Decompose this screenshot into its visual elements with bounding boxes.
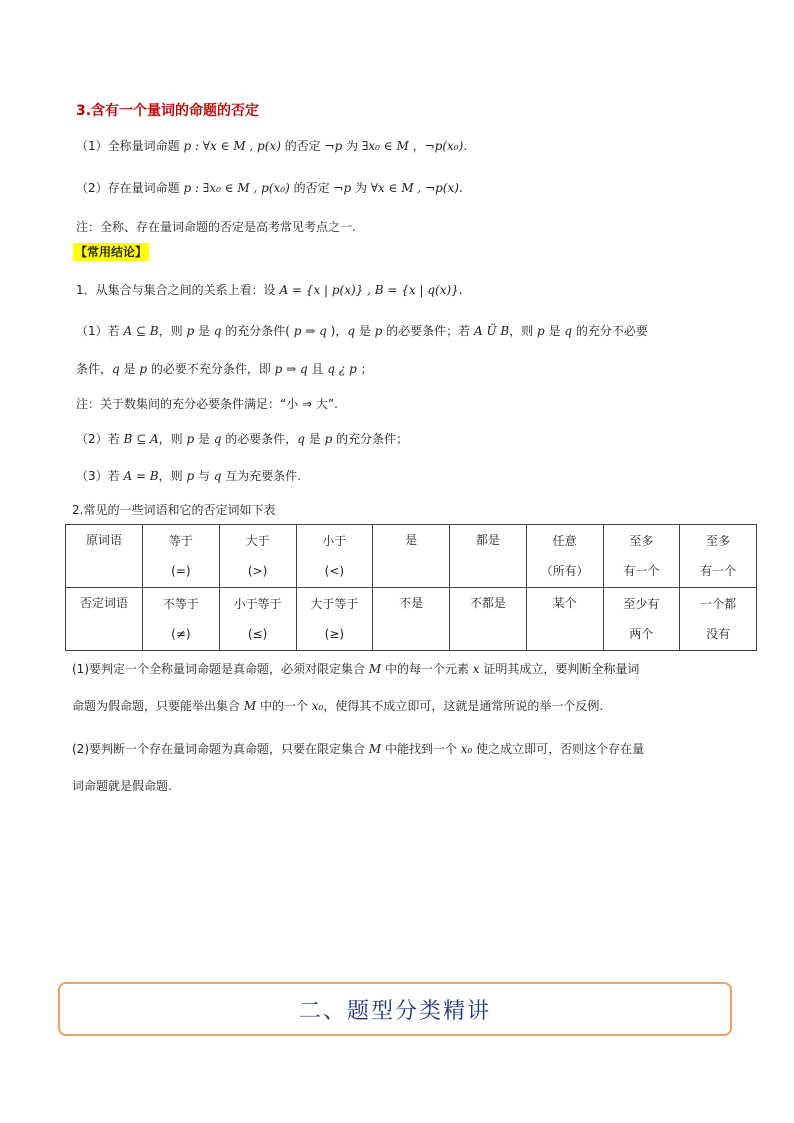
- table-row: [66, 588, 757, 651]
- cell-line: 不等于: [162, 597, 199, 611]
- item-text: .: [458, 181, 463, 195]
- math: p: [374, 324, 383, 338]
- cell-line: (=): [171, 564, 191, 578]
- text: 中能找到一个: [381, 742, 461, 756]
- math: ¬p(x₀): [424, 139, 464, 153]
- banner-title: 二、题型分类精讲: [298, 998, 491, 1024]
- text: （2）若: [76, 432, 124, 446]
- item-text: （2）存在量词命题: [76, 181, 184, 195]
- text: 的必要不充分条件，即: [147, 362, 275, 376]
- cell-text: 原词语: [85, 533, 122, 547]
- conclusion-3: [76, 468, 794, 484]
- text: (2)要判断一个存在量词命题为真命题，只要在限定集合: [72, 742, 369, 756]
- math: q ¿ p: [327, 362, 357, 376]
- text: 是: [304, 432, 325, 446]
- table-cell: [373, 525, 450, 588]
- item-text: （1）全称量词命题: [76, 139, 184, 153]
- math: q: [213, 324, 222, 338]
- note-line-2: 注：关于数集间的充分必要条件满足：“小 ⇒ 大”.: [76, 397, 338, 411]
- text: 是: [119, 362, 140, 376]
- table-cell: [450, 588, 527, 651]
- cell-line: 大于: [245, 534, 270, 548]
- note-universal-1: [72, 661, 794, 677]
- math: p ⇒ q: [293, 324, 327, 338]
- cell-line: 不都是: [469, 596, 506, 610]
- text: （1）若: [76, 324, 124, 338]
- universal-negation-item: [76, 138, 794, 154]
- text: 是: [194, 324, 214, 338]
- math: x₀: [311, 699, 324, 713]
- cell-line: 一个都: [700, 597, 737, 611]
- item-text: 为: [342, 139, 362, 153]
- cell-text: 否定词语: [79, 596, 128, 610]
- cell-line: (≤): [247, 627, 268, 641]
- math: x₀: [460, 742, 473, 756]
- cell-line: 没有: [706, 627, 731, 641]
- item-text: .: [463, 139, 468, 153]
- cell-line: 都是: [475, 533, 500, 547]
- text: ；: [356, 362, 373, 376]
- row-header: [66, 588, 143, 651]
- table-cell: [680, 588, 757, 651]
- cell-line: (≠): [171, 627, 191, 641]
- math: M: [368, 662, 382, 676]
- conclusion-2: [76, 431, 794, 447]
- cell-line: 小于等于: [233, 597, 282, 611]
- existential-negation-item: [76, 180, 794, 196]
- text: )，: [326, 324, 348, 338]
- table-cell: [296, 525, 373, 588]
- text: .: [458, 283, 463, 297]
- cell-line: 是: [405, 533, 418, 547]
- text: 是: [544, 324, 565, 338]
- conclusion-1: [76, 282, 794, 298]
- text: 互为充要条件.: [221, 469, 302, 483]
- table-cell: [526, 588, 603, 651]
- math: q: [564, 324, 573, 338]
- text: （3）若: [76, 469, 124, 483]
- note-line: 注：全称、存在量词命题的否定是高考常见考点之一.: [76, 220, 356, 234]
- math: p: [186, 432, 195, 446]
- math: q: [112, 362, 120, 376]
- math: A = {x | p(x)} , B = {x | q(x)}: [279, 283, 459, 297]
- text: 与: [194, 469, 214, 483]
- cell-line: 小于: [322, 534, 347, 548]
- text: 的充分条件(: [221, 324, 294, 338]
- table-cell: [219, 525, 296, 588]
- text: ，则: [509, 324, 538, 338]
- text: 是: [194, 432, 214, 446]
- conclusion-1b: [76, 361, 794, 377]
- cell-line: 不是: [399, 596, 424, 610]
- table-cell: [143, 588, 220, 651]
- cell-line: 至少有: [623, 597, 660, 611]
- math: q: [297, 432, 305, 446]
- math: p: [186, 469, 195, 483]
- math: p ⇒ q: [274, 362, 308, 376]
- text: 1．从集合与集合之间的关系上看：设: [76, 283, 280, 297]
- math: A ⊆ B: [123, 324, 159, 338]
- section-banner: [58, 982, 732, 1036]
- conclusion-1a: [76, 323, 794, 339]
- cell-line: （所有）: [540, 564, 589, 578]
- cell-line: 某个: [552, 596, 577, 610]
- common-conclusions-badge: 【常用结论】: [75, 245, 148, 259]
- text: 的充分条件；: [332, 432, 409, 446]
- text: ，则: [158, 469, 187, 483]
- cell-line: (≥): [324, 627, 345, 641]
- cell-line: 至多: [629, 534, 654, 548]
- text: 命题为假命题，只要能举出集合: [72, 699, 244, 713]
- math: p : ∀x ∈ M , p(x): [183, 139, 281, 153]
- math: ¬p: [324, 139, 343, 153]
- text: ，则: [158, 432, 187, 446]
- math: M: [368, 742, 382, 756]
- cell-line: (>): [247, 564, 268, 578]
- cell-line: 有一个: [623, 564, 660, 578]
- text: ，使得其不成立即可，这就是通常所说的举一个反例.: [323, 699, 604, 713]
- math: p: [139, 362, 148, 376]
- text: 的必要条件，: [221, 432, 298, 446]
- math: B ⊆ A: [123, 432, 159, 446]
- math: q: [213, 469, 222, 483]
- cell-line: 至多: [706, 534, 731, 548]
- math: p : ∃x₀ ∈ M , p(x₀): [183, 181, 290, 195]
- text: 中的每一个元素: [381, 662, 473, 676]
- text: (1)要判定一个全称量词命题是真命题，必须对限定集合: [72, 662, 369, 676]
- note-universal-2: [72, 698, 794, 714]
- text: 是: [355, 324, 375, 338]
- table-cell: [603, 525, 680, 588]
- math: M: [243, 699, 257, 713]
- table-cell: [219, 588, 296, 651]
- cell-line: 有一个: [700, 564, 737, 578]
- math: A = B: [123, 469, 159, 483]
- item-text: 的否定: [280, 139, 325, 153]
- text: 且: [307, 362, 328, 376]
- item-text: ，: [408, 139, 425, 153]
- math: ¬p: [333, 181, 352, 195]
- math: p: [324, 432, 333, 446]
- table-cell: [680, 525, 757, 588]
- math: ∃x₀ ∈ M: [361, 139, 409, 153]
- row-header: [66, 525, 143, 588]
- text: 证明其成立，要判断全称量词: [479, 662, 640, 676]
- text: ，则: [158, 324, 187, 338]
- text: 条件，: [76, 362, 113, 376]
- math: x: [472, 662, 480, 676]
- table-cell: [526, 525, 603, 588]
- math: q: [347, 324, 356, 338]
- math: A Ü B: [473, 324, 510, 338]
- cell-line: 等于: [168, 534, 193, 548]
- math: ∀x ∈ M , ¬p(x): [370, 181, 459, 195]
- item-text: 为: [351, 181, 371, 195]
- table-cell: [373, 588, 450, 651]
- table-caption: 2.常见的一些词语和它的否定词如下表: [72, 503, 276, 517]
- cell-line: (<): [324, 564, 345, 578]
- math: p: [537, 324, 545, 338]
- math: p: [186, 324, 195, 338]
- section-heading: 3.含有一个量词的命题的否定: [76, 103, 260, 119]
- table-cell: [143, 525, 220, 588]
- table-row: [66, 525, 757, 588]
- table-cell: [296, 588, 373, 651]
- math: q: [213, 432, 222, 446]
- cell-line: 大于等于: [310, 597, 359, 611]
- note-existential-1: [72, 741, 794, 757]
- table-cell: [450, 525, 527, 588]
- note-existential-2: 词命题就是假命题.: [72, 779, 172, 793]
- negation-words-table: [65, 524, 757, 651]
- text: 的充分不必要: [572, 324, 648, 338]
- cell-line: 任意: [552, 534, 577, 548]
- text: 使之成立即可，否则这个存在量: [472, 742, 645, 756]
- item-text: 的否定: [289, 181, 334, 195]
- table-cell: [603, 588, 680, 651]
- cell-line: 两个: [629, 627, 654, 641]
- text: 的必要条件；若: [382, 324, 474, 338]
- text: 中的一个: [256, 699, 312, 713]
